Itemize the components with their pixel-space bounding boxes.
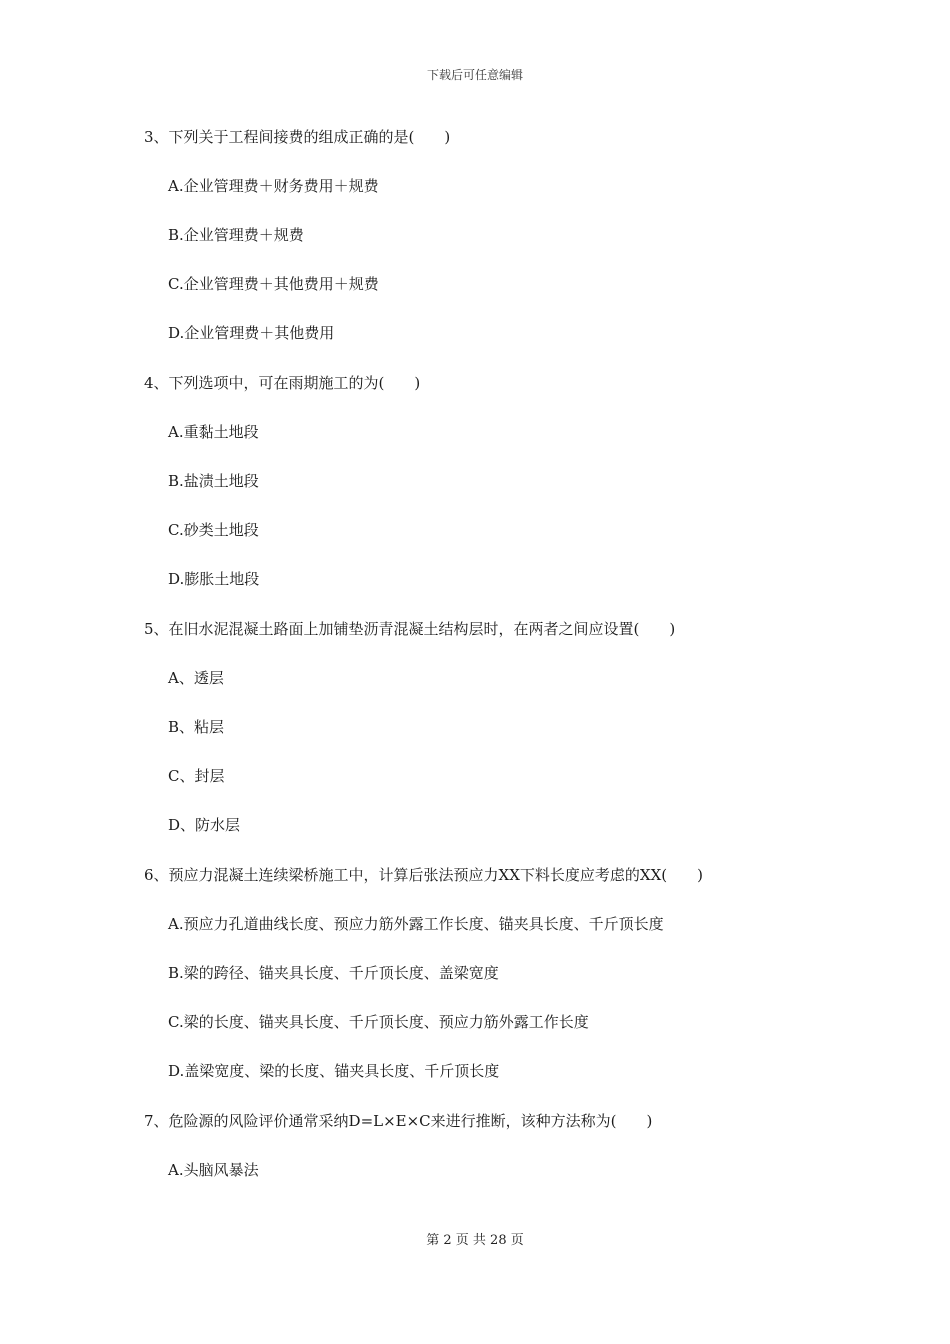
option-text: B.盐渍土地段 — [168, 472, 259, 490]
option-text: D.企业管理费＋其他费用 — [168, 324, 335, 342]
option-text: B.企业管理费＋规费 — [168, 226, 304, 244]
option-text: A、透层 — [168, 669, 224, 687]
option-text: B.梁的跨径、锚夹具长度、千斤顶长度、盖梁宽度 — [168, 964, 499, 982]
option-text: D.盖梁宽度、梁的长度、锚夹具长度、千斤顶长度 — [168, 1062, 500, 1080]
question-stem: 6、预应力混凝土连续梁桥施工中，计算后张法预应力XX下料长度应考虑的XX( ) — [144, 866, 703, 884]
question-stem: 4、下列选项中，可在雨期施工的为( ) — [144, 374, 421, 392]
page-footer: 第 2 页 共 28 页 — [426, 1233, 524, 1248]
option-text: C.砂类土地段 — [168, 521, 259, 539]
option-text: C、封层 — [168, 767, 225, 785]
question-stem: 3、下列关于工程间接费的组成正确的是( ) — [144, 128, 451, 146]
option-text: B、粘层 — [168, 718, 225, 736]
option-text: D、防水层 — [168, 816, 241, 834]
option-text: C.企业管理费＋其他费用＋规费 — [168, 275, 379, 293]
question-stem: 5、在旧水泥混凝土路面上加铺垫沥青混凝土结构层时，在两者之间应设置( ) — [144, 620, 676, 638]
option-text: A.重黏土地段 — [168, 423, 259, 441]
option-text: A.预应力孔道曲线长度、预应力筋外露工作长度、锚夹具长度、千斤顶长度 — [168, 915, 664, 933]
page-header: 下载后可任意编辑 — [426, 68, 523, 82]
option-text: A.企业管理费＋财务费用＋规费 — [168, 177, 379, 195]
option-text: A.头脑风暴法 — [168, 1161, 259, 1179]
option-text: C.梁的长度、锚夹具长度、千斤顶长度、预应力筋外露工作长度 — [168, 1013, 589, 1031]
option-text: D.膨胀土地段 — [168, 570, 260, 588]
question-stem: 7、危险源的风险评价通常采纳D=L×E×C来进行推断，该种方法称为( ) — [144, 1112, 653, 1130]
